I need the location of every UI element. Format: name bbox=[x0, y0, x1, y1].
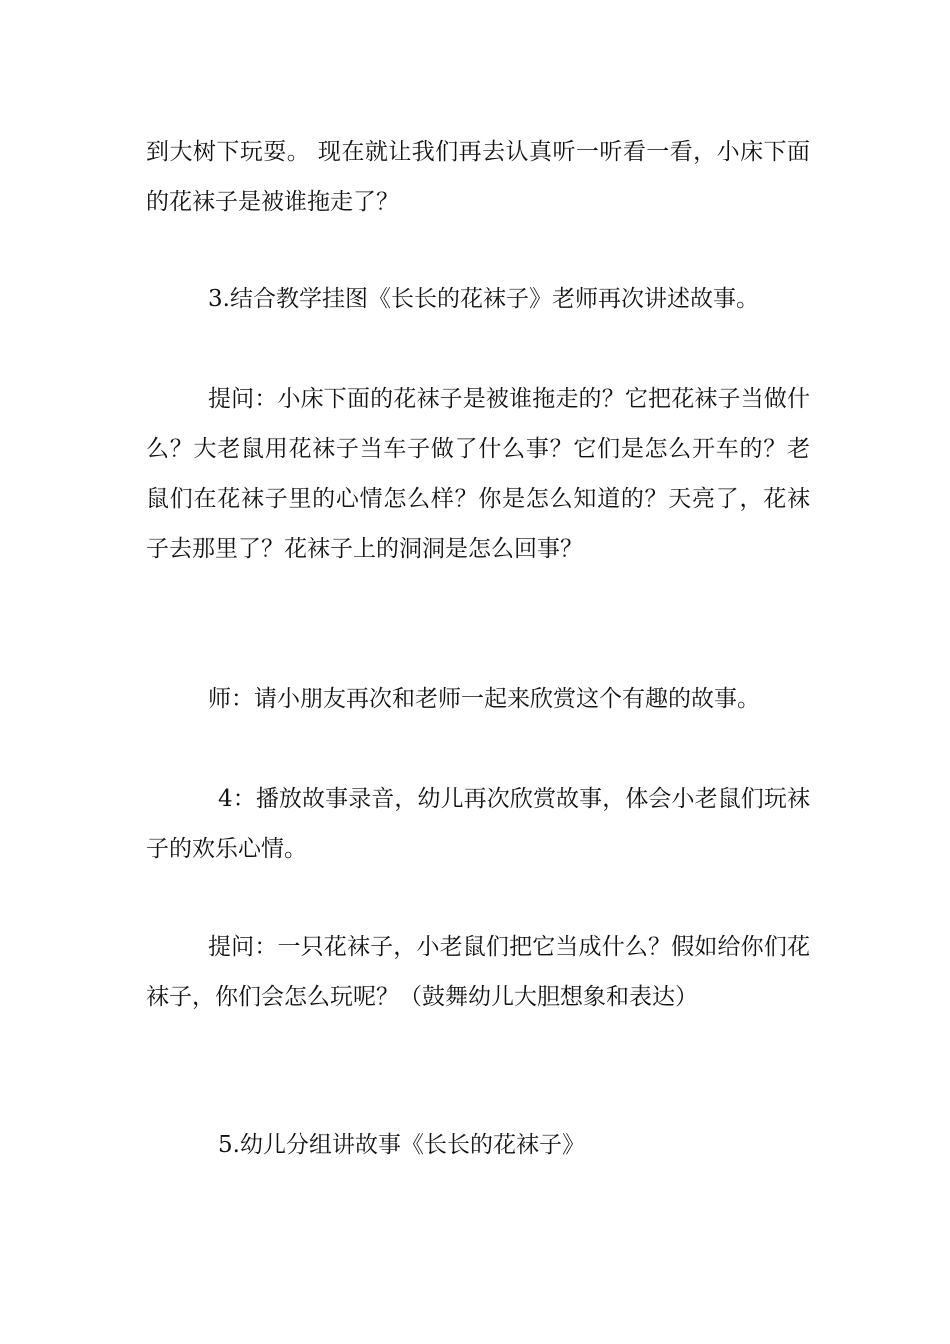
paragraph-step-4: 4：播放故事录音，幼儿再次欣赏故事，体会小老鼠们玩袜子的欢乐心情。 bbox=[146, 786, 810, 862]
paragraph-step-5: 5.幼儿分组讲故事《长长的花袜子》 bbox=[218, 1132, 585, 1158]
paragraph-intro-continuation: 到大树下玩耍。 现在就让我们再去认真听一听看一看，小床下面的花袜子是被谁拖走了？ bbox=[146, 139, 810, 215]
paragraph-step-3: 3.结合教学挂图《长长的花袜子》老师再次讲述故事。 bbox=[208, 286, 759, 312]
paragraph-question-1: 提问：小床下面的花袜子是被谁拖走的？它把花袜子当做什么？大老鼠用花袜子当车子做了什么事？它们是怎么开车的？老鼠们在花袜子里的心情怎么样？你是怎么知道的？天亮了，花袜子去那里了？花袜子上的洞洞是怎么回事？ bbox=[146, 386, 810, 562]
paragraph-teacher: 师：请小朋友再次和老师一起来欣赏这个有趣的故事。 bbox=[208, 686, 760, 712]
paragraph-question-2: 提问：一只花袜子，小老鼠们把它当成什么？假如给你们花袜子，你们会怎么玩呢？（鼓舞幼儿大胆想象和表达） bbox=[146, 934, 810, 1010]
